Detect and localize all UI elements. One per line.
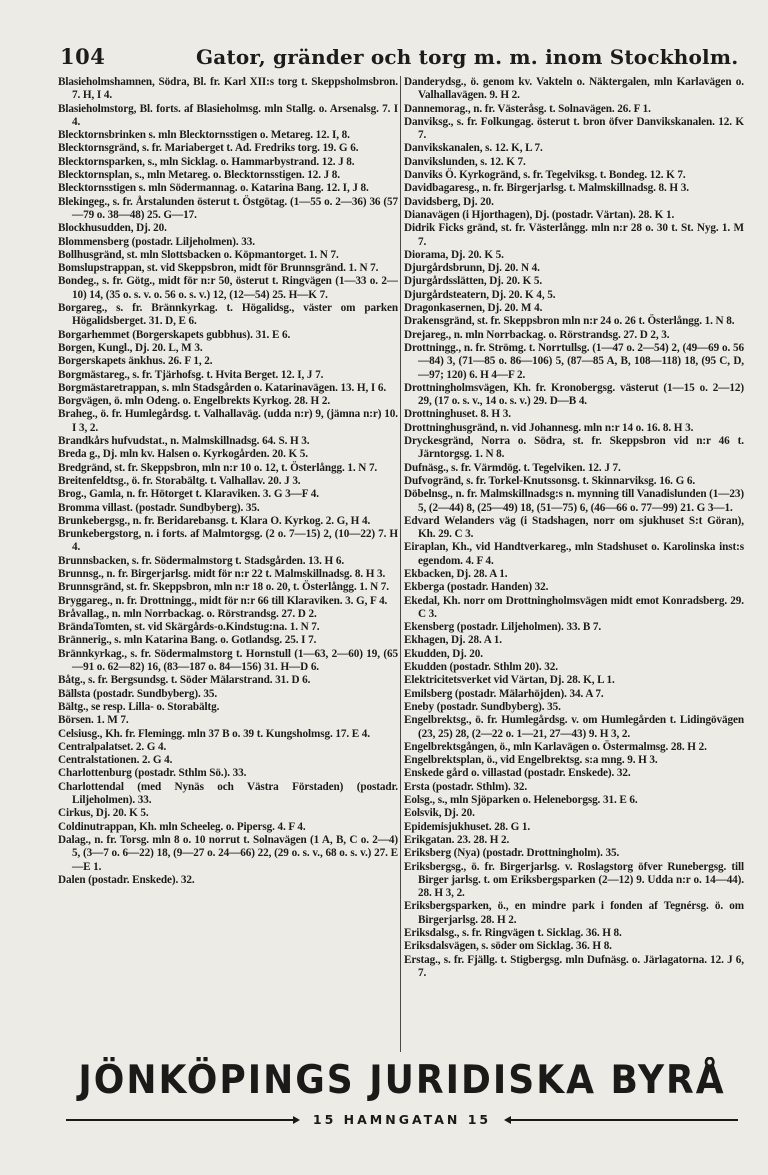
directory-entry: Celsiusg., Kh. fr. Flemingg. mln 37 B o. 39 t. Kungsholmsg. 17. E 4. xyxy=(58,727,370,740)
directory-entry: Borgmästareg., s. fr. Tjärhofsg. t. Hvita Berget. 12. I, J 7. xyxy=(58,368,324,381)
directory-entry: Bredgränd, st. fr. Skeppsbron, mln n:r 10 o. 12, t. Österlångg. 1. N 7. xyxy=(58,461,378,474)
directory-entry: Drottninghusgränd, n. vid Johannesg. mln n:r 14 o. 16. 8. H 3. xyxy=(404,421,694,434)
directory-entry: Dryckesgränd, Norra o. Södra, st. fr. Skeppsbron vid n:r 46 t. Järntorgsg. 1. N 8. xyxy=(404,435,744,461)
directory-entry: Blecktornsbrinken s. mln Blecktornsstigen o. Metareg. 12. I, 8. xyxy=(58,129,350,142)
directory-entry: Brännerig., s. mln Katarina Bang. o. Gotlandsg. 25. I 7. xyxy=(58,634,317,647)
directory-entry: Ekensberg (postadr. Liljeholmen). 33. B 7. xyxy=(404,621,602,634)
directory-entry: Brunkebergstorg, n. i forts. af Malmtorgsg. (2 o. 7—15) 2, (10—22) 7. H 4. xyxy=(58,528,398,554)
directory-entry: BrändaTomten, st. vid Skärgårds-o.Kindstug:na. 1. N 7. xyxy=(58,621,320,634)
directory-entry: Ekbacken, Dj. 28. A 1. xyxy=(404,567,508,580)
directory-entry: Borgerskapets änkhus. 26. F 1, 2. xyxy=(58,355,213,368)
directory-entry: Döbelnsg., n. fr. Malmskillnadsg:s n. mynning till Vanadislunden (1—23) 5, (2—44) 8, (25—49) 18, (51—75) 6, (46—66 o. 77—99) 21. G 3—1. xyxy=(404,488,744,514)
directory-entry: Drakensgränd, st. fr. Skeppsbron mln n:r 24 o. 26 t. Österlångg. 1. N 8. xyxy=(404,315,735,328)
directory-entry: Blecktornsparken, s., mln Sicklag. o. Hammarbystrand. 12. J 8. xyxy=(58,155,355,168)
directory-entry: Danvikslunden, s. 12. K 7. xyxy=(404,155,526,168)
directory-entry: Erikgatan. 23. 28. H 2. xyxy=(404,833,510,846)
directory-entry: Blecktornsstigen s. mln Södermannag. o. Katarina Bang. 12. I, J 8. xyxy=(58,182,369,195)
banner-title: JÖNKÖPINGS JURIDISKA BYRÅ xyxy=(78,1058,726,1103)
left-column xyxy=(58,76,398,1052)
directory-entry: Ekudden, Dj. 20. xyxy=(404,647,483,660)
directory-entry: Bryggareg., n. fr. Drottningg., midt för n:r 66 till Klaraviken. 3. G, F 4. xyxy=(58,594,388,607)
directory-entry: Braheg., ö. fr. Humlegårdsg. t. Valhallaväg. (udda n:r) 9, (jämna n:r) 10. I 3, 2. xyxy=(58,408,398,434)
directory-entry: Dalen (postadr. Enskede). 32. xyxy=(58,873,195,886)
directory-entry: Brunnsgränd, st. fr. Skeppsbron, mln n:r 18 o. 20, t. Österlångg. 1. N 7. xyxy=(58,581,389,594)
directory-entry: Dufnäsg., s. fr. Värmdög. t. Tegelviken. 12. J 7. xyxy=(404,461,621,474)
directory-columns xyxy=(58,76,746,1052)
directory-entry: Brunkebergsg., n. fr. Beridarebansg. t. Klara O. Kyrkog. 2. G, H 4. xyxy=(58,514,371,527)
directory-entry: Eriksdalsg., s. fr. Ringvägen t. Sicklag. 36. H 8. xyxy=(404,927,622,939)
directory-entry: Blasieholmstorg, Bl. forts. af Blasieholmsg. mln Stallg. o. Arsenalsg. 7. I 4. xyxy=(58,102,398,128)
directory-entry: Dragonkasernen, Dj. 20. M 4. xyxy=(404,302,543,315)
directory-entry: Engelbrektsplan, ö., vid Engelbrektsg. s:a mng. 9. H 3. xyxy=(404,754,658,767)
banner-rule-right xyxy=(510,1119,738,1121)
directory-entry: Centralpalatset. 2. G 4. xyxy=(58,740,167,753)
directory-entry: Charlottendal (med Nynäs och Västra Förstaden) (postadr. Liljeholmen). 33. xyxy=(58,780,398,807)
directory-entry: Davidbagaresg., n. fr. Birgerjarlsg. t. Malmskillnadsg. 8. H 3. xyxy=(404,182,689,195)
directory-entry: Borgareg., s. fr. Brännkyrkag. t. Högalidsg., väster om parken Högalidsberget. 31. D, E 6. xyxy=(58,302,398,328)
directory-entry: Cirkus, Dj. 20. K 5. xyxy=(58,807,149,820)
banner-subtitle-row xyxy=(66,1112,738,1128)
directory-entry: Eriksdalsvägen, s. söder om Sicklag. 36. H 8. xyxy=(404,940,612,953)
directory-entry: Davidsberg, Dj. 20. xyxy=(404,195,494,208)
directory-entry: Borgvägen, ö. mln Odeng. o. Engelbrekts Kyrkog. 28. H 2. xyxy=(58,395,331,408)
directory-entry: Båtg., s. fr. Bergsundsg. t. Söder Mälarstrand. 31. D 6. xyxy=(58,674,311,687)
directory-entry: Blasieholmshamnen, Södra, Bl. fr. Karl XII:s torg t. Skeppsholmsbron. 7. H, I 4. xyxy=(58,76,398,102)
directory-entry: Engelbrektsg., ö. fr. Humlegårdsg. v. om Humlegården t. Lidingövägen (23, 25) 28, (2—22 o. 1—21, 27—43) 9. H 3, 2. xyxy=(404,714,744,740)
directory-entry: Blockhusudden, Dj. 20. xyxy=(58,222,167,235)
directory-entry: Danviks Ö. Kyrkogränd, s. fr. Tegelviksg. t. Bondeg. 12. K 7. xyxy=(404,169,686,182)
directory-entry: Erstag., s. fr. Fjällg. t. Stigbergsg. mln Dufnäsg. o. Järlagatorna. 12. J 6, 7. xyxy=(404,953,744,979)
directory-entry: Engelbrektsgången, ö., mln Karlavägen o. Östermalmsg. 28. H 2. xyxy=(404,740,707,753)
directory-entry: Centralstationen. 2. G 4. xyxy=(58,754,173,767)
directory-entry: Börsen. 1. M 7. xyxy=(58,714,129,727)
directory-entry: Bällsta (postadr. Sundbyberg). 35. xyxy=(58,687,218,700)
directory-entry: Brunnsg., n. fr. Birgerjarlsg. midt för n:r 22 t. Malmskillnadsg. 8. H 3. xyxy=(58,567,386,580)
column-divider xyxy=(400,76,401,1052)
directory-entry: Eolsvik, Dj. 20. xyxy=(404,807,475,820)
directory-entry: Breda g., Dj. mln kv. Halsen o. Kyrkogården. 20. K 5. xyxy=(58,448,308,461)
directory-entry: Dalag., n. fr. Torsg. mln 8 o. 10 norrut t. Solnavägen (1 A, B, C o. 2—4) 5, (3—7 o. 6—22) 18, (9—27 o. 24—66) 22, (29 o. s. v., 68 o. s. v.) 27. E—E 1. xyxy=(58,833,398,873)
directory-entry: Charlottenburg (postadr. Sthlm Sö.). 33. xyxy=(58,767,247,780)
directory-entry: Dufvogränd, s. fr. Torkel-Knutssonsg. t. Skinnarviksg. 16. G 6. xyxy=(404,474,696,487)
directory-entry: Diorama, Dj. 20. K 5. xyxy=(404,248,504,261)
directory-entry: Blecktornsplan, s., mln Metareg. o. Blecktornsstigen. 12. J 8. xyxy=(58,169,340,182)
directory-entry: Ekhagen, Dj. 28. A 1. xyxy=(404,634,502,647)
directory-entry: Brog., Gamla, n. fr. Hötorget t. Klaraviken. 3. G 3—F 4. xyxy=(58,488,319,501)
page-header xyxy=(60,44,740,70)
directory-entry: Bomslupstrappan, st. vid Skeppsbron, midt för Brunnsgränd. 1. N 7. xyxy=(58,262,379,275)
directory-entry: Djurgårdsbrunn, Dj. 20. N 4. xyxy=(404,262,540,275)
directory-entry: Coldinutrappan, Kh. mln Scheeleg. o. Pipersg. 4. F 4. xyxy=(58,820,306,833)
directory-entry: Blekingeg., s. fr. Årstalunden österut t. Östgötag. (1—55 o. 2—36) 36 (57—79 o. 38—48) 25. G—17. xyxy=(58,195,398,221)
directory-entry: Blecktornsgränd, s. fr. Mariaberget t. Ad. Fredriks torg. 19. G 6. xyxy=(58,142,359,155)
banner-rule-left xyxy=(66,1119,294,1121)
right-column xyxy=(404,76,744,1052)
directory-entry: Bältg., se resp. Lilla- o. Storabältg. xyxy=(58,700,220,713)
directory-entry: Bollhusgränd, st. mln Slottsbacken o. Köpmantorget. 1. N 7. xyxy=(58,248,339,261)
directory-entry: Brunnsbacken, s. fr. Södermalmstorg t. Stadsgården. 13. H 6. xyxy=(58,554,345,567)
directory-entry: Edvard Welanders väg (i Stadshagen, norr om sjukhuset S:t Göran), Kh. 29. C 3. xyxy=(404,514,744,541)
directory-entry: Eolsg., s., mln Sjöparken o. Heleneborgsg. 31. E 6. xyxy=(404,794,638,807)
directory-entry: Didrik Ficks gränd, st. fr. Västerlångg. mln n:r 28 o. 30 t. St. Nyg. 1. M 7. xyxy=(404,222,744,248)
page-title: Gator, gränder och torg m. m. inom Stockholm. xyxy=(196,45,739,69)
directory-entry: Elektricitetsverket vid Värtan, Dj. 28. K, L 1. xyxy=(404,674,615,687)
directory-entry: Drejareg., n. mln Norrbackag. o. Rörstrandsg. 27. D 2, 3. xyxy=(404,328,670,341)
directory-entry: Ersta (postadr. Sthlm). 32. xyxy=(404,780,528,793)
advertisement-banner xyxy=(66,1060,738,1132)
directory-entry: Drottningg., n. fr. Strömg. t. Norrtullsg. (1—47 o. 2—54) 2, (49—69 o. 56—84) 3, (71—85 o. 86—106) 5, (87—85 A, B, 108—118) 18, (95 C, D, —97; 120) 6. H 4—F 2. xyxy=(404,341,744,381)
directory-entry: Bråvallag., n. mln Norrbackag. o. Rörstrandsg. 27. D 2. xyxy=(58,607,317,620)
directory-entry: Eriksbergsparken, ö., en mindre park i fonden af Tegnérsg. ö. om Birgerjarlsg. 28. H 2. xyxy=(404,900,744,926)
directory-entry: Djurgårdsteatern, Dj. 20. K 4, 5. xyxy=(404,288,556,301)
directory-entry: Ekudden (postadr. Sthlm 20). 32. xyxy=(404,661,558,674)
directory-entry: Dannemorag., n. fr. Västeråsg. t. Solnavägen. 26. F 1. xyxy=(404,102,651,115)
directory-entry: Borgen, Kungl., Dj. 20. L, M 3. xyxy=(58,341,203,354)
directory-entry: Eriksberg (Nya) (postadr. Drottningholm). 35. xyxy=(404,847,620,860)
directory-entry: Dianavägen (i Hjorthagen), Dj. (postadr. Värtan). 28. K 1. xyxy=(404,208,675,221)
directory-entry: Eriksbergsg., ö. fr. Birgerjarlsg. v. Roslagstorg öfver Runebergsg. till Birger jarlsg. t. om Eriksbergsparken (2—12) 9. Udda n:r o. 14—44). 28. H 3, 2. xyxy=(404,860,744,900)
directory-entry: Epidemisjukhuset. 28. G 1. xyxy=(404,820,531,833)
directory-entry: Blommensberg (postadr. Liljeholmen). 33. xyxy=(58,235,255,248)
directory-entry: Eneby (postadr. Sundbyberg). 35. xyxy=(404,700,561,713)
directory-entry: Danvikskanalen, s. 12. K, L 7. xyxy=(404,142,543,155)
directory-entry: Brandkårs hufvudstat., n. Malmskillnadsg. 64. S. H 3. xyxy=(58,435,310,448)
directory-entry: Eiraplan, Kh., vid Handtverkareg., mln Stadshuset o. Karolinska inst:s egendom. 4. F 4. xyxy=(404,541,744,567)
banner-subtitle: 15 HAMNGATAN 15 xyxy=(312,1112,492,1127)
directory-entry: Borgmästaretrappan, s. mln Stadsgården o. Katarinavägen. 13. H, I 6. xyxy=(58,381,387,394)
directory-entry: Breitenfeldtsg., ö. fr. Storabältg. t. Valhallav. 20. J 3. xyxy=(58,474,301,487)
directory-entry: Danviksg., s. fr. Folkungag. österut t. bron öfver Danvikskanalen. 12. K 7. xyxy=(404,115,744,142)
directory-entry: Drottninghuset. 8. H 3. xyxy=(404,408,511,421)
directory-entry: Borgarhemmet (Borgerskapets gubbhus). 31. E 6. xyxy=(58,328,291,341)
directory-entry: Bromma villast. (postadr. Sundbyberg). 35. xyxy=(58,501,260,514)
directory-entry: Enskede gård o. villastad (postadr. Enskede). 32. xyxy=(404,767,631,780)
directory-entry: Emilsberg (postadr. Mälarhöjden). 34. A 7. xyxy=(404,687,604,700)
directory-entry: Ekberga (postadr. Handen) 32. xyxy=(404,581,549,594)
directory-entry: Danderydsg., ö. genom kv. Vakteln o. Näktergalen, mln Karlavägen o. Valhallavägen. 9. H 2. xyxy=(404,76,744,102)
directory-entry: Drottningholmsvägen, Kh. fr. Kronobergsg. västerut (1—15 o. 2—12) 29, (17 o. s. v., 14 o. s. v.) 29. D—B 4. xyxy=(404,381,744,408)
directory-entry: Djurgårdsslätten, Dj. 20. K 5. xyxy=(404,275,543,288)
page-number: 104 xyxy=(60,44,106,69)
directory-entry: Bondeg., s. fr. Götg., midt för n:r 50, österut t. Ringvägen (1—33 o. 2—10) 14, (35 o. s. v. o. 56 o. s. v.) 12, (12—54) 25. H—K 7. xyxy=(58,275,398,301)
directory-entry: Brännkyrkag., s. fr. Södermalmstorg t. Hornstull (1—63, 2—60) 19, (65—91 o. 62—82) 16, (83—187 o. 84—156) 31. H—D 6. xyxy=(58,647,398,674)
directory-entry: Ekedal, Kh. norr om Drottningholmsvägen midt emot Konradsberg. 29. C 3. xyxy=(404,594,744,620)
